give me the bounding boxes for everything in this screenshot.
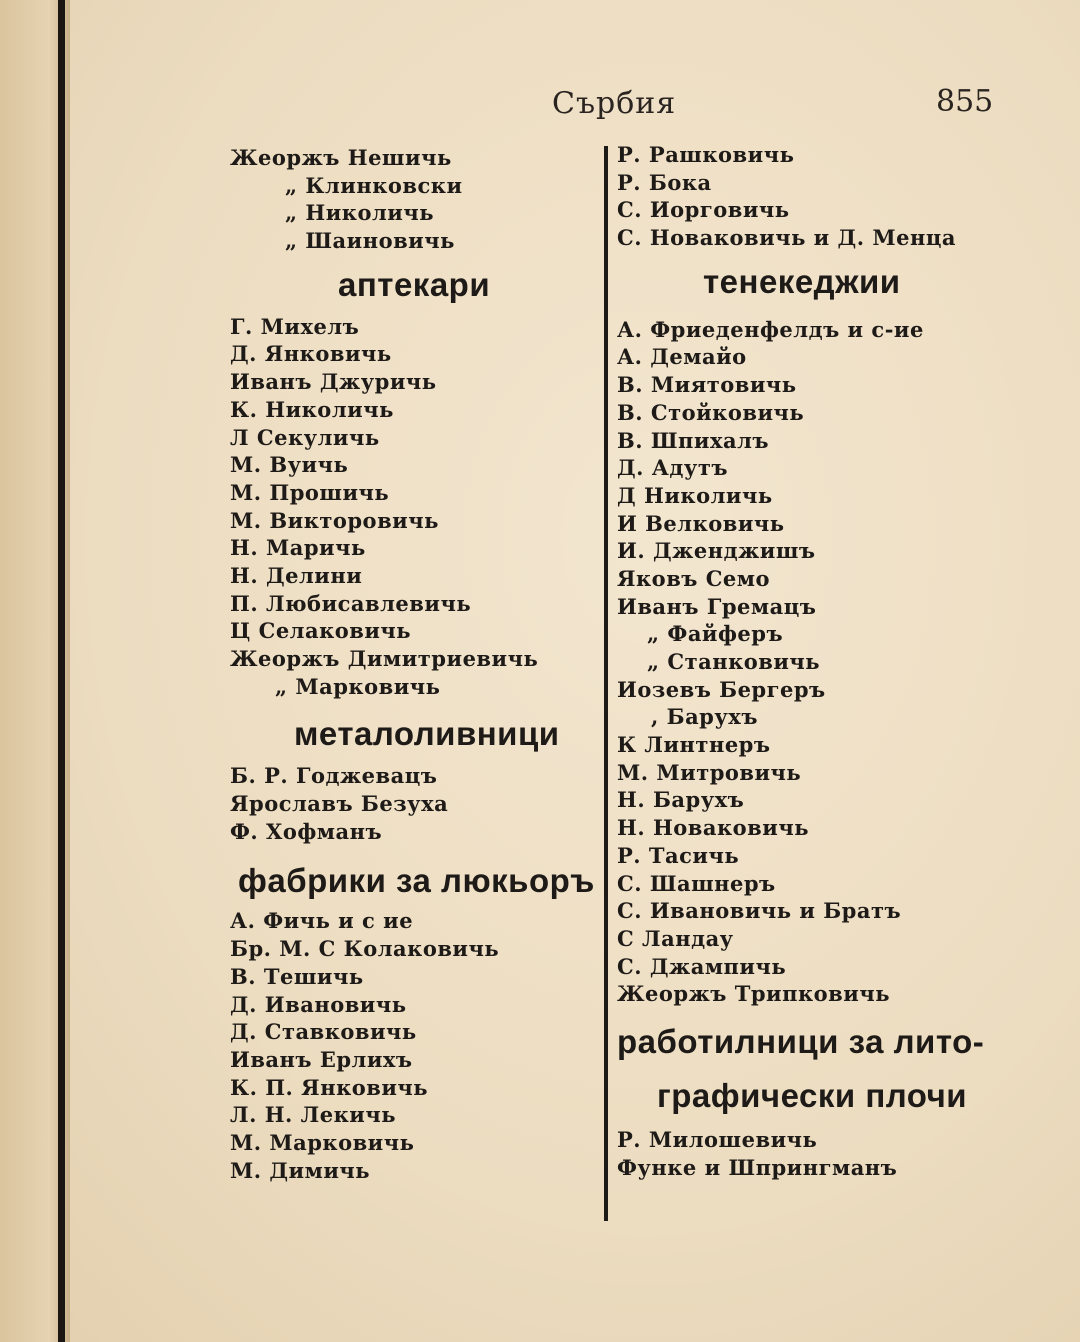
list-item: М. Викторовичь [230, 507, 439, 533]
list-item: Иванъ Джуричь [230, 369, 437, 395]
list-item: Н. Делини [230, 562, 363, 588]
list-item: С. Новаковичь и Д. Менца [617, 225, 956, 251]
list-item: К. Николичь [230, 396, 394, 422]
list-item: Н. Новаковичь [617, 815, 809, 841]
list-item: С Ландау [617, 925, 734, 951]
list-item: В. Стойковичь [617, 399, 805, 425]
list-item: Жеоржъ Трипковичь [617, 981, 890, 1007]
list-item: С. Шашнеръ [617, 870, 776, 896]
list-item: Иозевъ Бергеръ [617, 676, 826, 702]
left-column [230, 144, 600, 1184]
section-heading-litho-line1: работилници за лито- [617, 1022, 985, 1060]
right-column [617, 141, 1037, 1181]
list-item: Яковъ Семо [617, 565, 771, 591]
page-number: 855 [936, 84, 994, 119]
list-item: „ Шаиновичь [285, 228, 455, 254]
list-item: К. П. Янковичь [230, 1074, 429, 1100]
list-item: В. Шпихалъ [617, 427, 769, 453]
list-item: М. Димичь [230, 1157, 371, 1183]
column-divider [604, 146, 608, 1221]
list-item: Р. Милошевичь [617, 1126, 818, 1152]
list-item: Л. Н. Лекичь [230, 1102, 396, 1128]
list-item: Д. Ивановичь [230, 991, 407, 1017]
list-item: Р. Тасичь [617, 842, 740, 868]
list-item: Бр. М. С Колаковичь [230, 936, 500, 962]
list-item: М. Митровичь [617, 759, 802, 785]
list-item: Д. Адутъ [617, 455, 728, 481]
list-item: „ Файферъ [647, 621, 784, 647]
list-item: К Линтнеръ [617, 732, 771, 758]
list-item: А. Демайо [617, 344, 747, 370]
list-item: С. Иорговичь [617, 197, 790, 223]
list-item: Ц Селаковичь [230, 618, 412, 644]
list-item: П. Любисавлевичь [230, 590, 472, 616]
list-item: И. Дженджишъ [617, 538, 816, 564]
list-item: Жеоржъ Димитриевичь [230, 646, 539, 671]
list-item: А. Фриеденфелдъ и с-ие [617, 316, 924, 342]
list-item: Д. Янковичь [230, 341, 392, 367]
section-heading-tinsmiths: тенекеджии [703, 262, 901, 300]
list-item: Иванъ Гремацъ [617, 593, 817, 619]
list-item: Ярославъ Безуха [230, 791, 449, 817]
list-item: Р. Рашковичь [617, 142, 795, 167]
list-item: М. Марковичь [230, 1129, 415, 1155]
list-item: С. Ивановичь и Братъ [617, 898, 902, 924]
list-item: Д Николичь [617, 482, 773, 508]
section-heading-litho-line2: графически плочи [657, 1076, 968, 1114]
list-item: Жеоржъ Нешичь [230, 145, 452, 170]
list-item: Н. Барухъ [617, 787, 745, 813]
list-item: Д. Ставковичь [230, 1019, 417, 1045]
list-item: С. Джампичь [617, 953, 787, 979]
list-item: „ Клинковски [285, 172, 463, 198]
list-item: В. Миятовичь [617, 372, 797, 398]
list-item: „ Марковичь [275, 673, 441, 699]
list-item: М. Вуичь [230, 452, 349, 478]
list-item: Л Секуличь [230, 424, 380, 450]
list-item: Ф. Хофманъ [230, 818, 383, 844]
list-item: А. Фичь и с ие [230, 908, 414, 934]
section-heading-apothecaries: аптекари [338, 265, 491, 303]
page-title: Сърбия [552, 86, 677, 121]
list-item: Н. Маричь [230, 535, 366, 561]
section-heading-foundries: металоливници [294, 715, 560, 753]
list-item: М. Прошичь [230, 479, 390, 505]
section-heading-liqueur: фабрики за люкьоръ [238, 862, 595, 900]
list-item: И Велковичь [617, 510, 785, 536]
list-item: Г. Михелъ [230, 313, 360, 339]
book-spine [58, 0, 65, 1342]
list-item: , Барухъ [651, 704, 758, 730]
list-item: Р. Бока [617, 169, 712, 195]
list-item: „ Станковичь [647, 649, 821, 674]
list-item: „ Николичь [285, 200, 434, 226]
list-item: Функе и Шпрингманъ [617, 1154, 898, 1180]
list-item: Б. Р. Годжевацъ [230, 763, 438, 789]
list-item: Иванъ Ерлихъ [230, 1046, 413, 1072]
list-item: В. Тешичь [230, 963, 364, 989]
